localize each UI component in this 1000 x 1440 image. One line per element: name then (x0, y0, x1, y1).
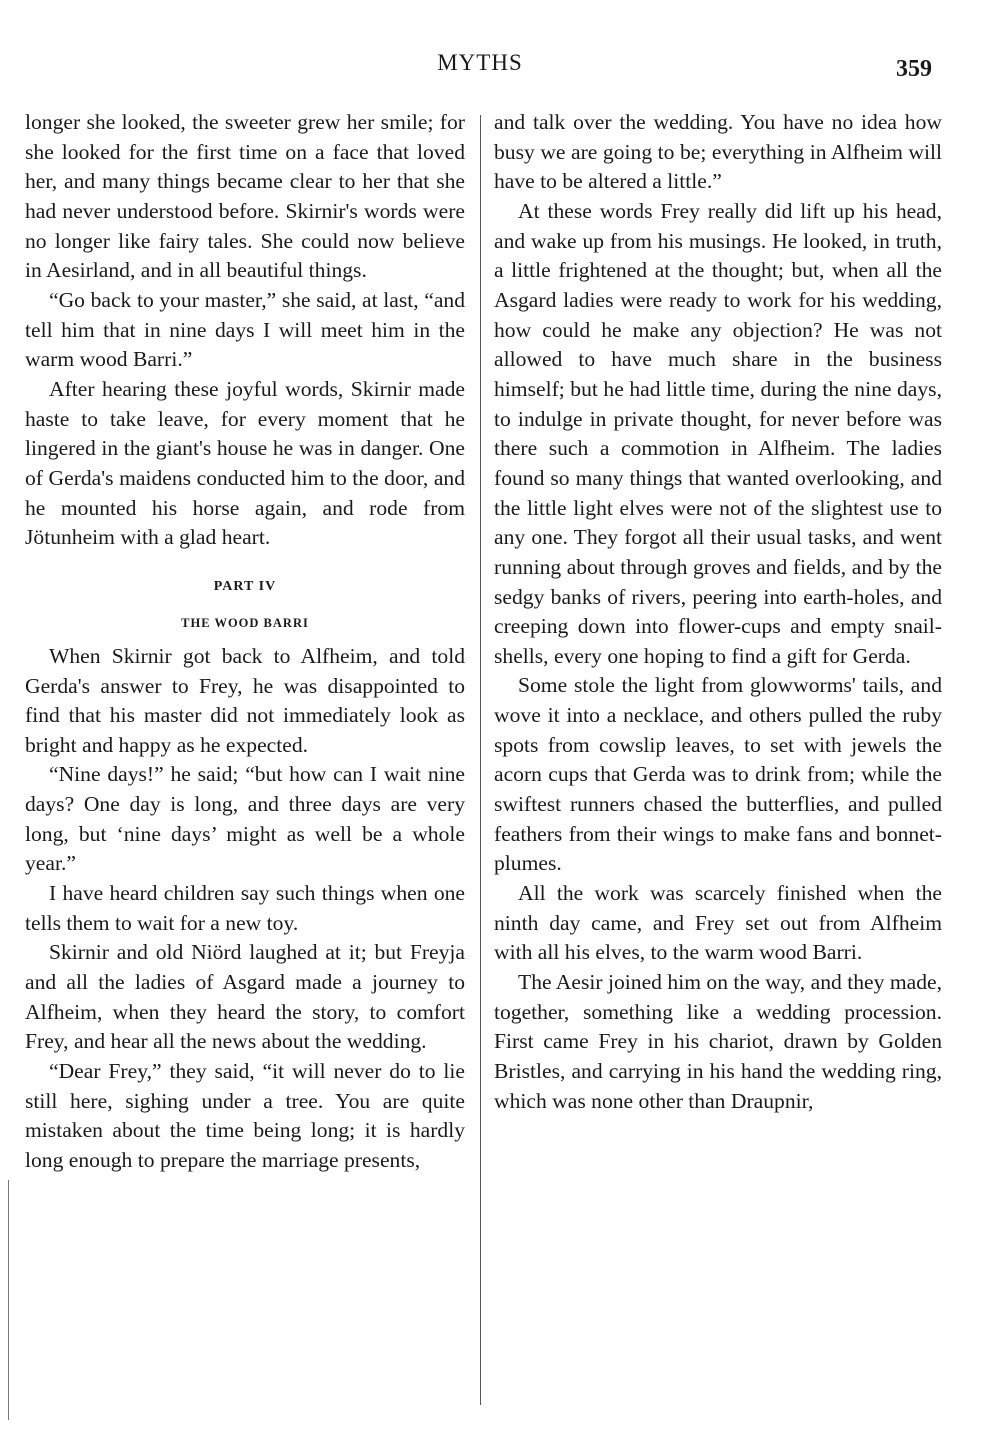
paragraph: longer she looked, the sweeter grew her smile; for she looked for the first time on a face that loved her, and many things became clear to her that she had never understood before. Skirnir's words were no longer like fairy tales. She could now believe in Aesirland, and in all beautiful things. (25, 110, 465, 283)
paragraph: At these words Frey really did lift up his head, and wake up from his musings. He looked, in truth, a little frightened at the thought; but, when all the Asgard ladies were ready to work for his wedding, how could he make any objection? He was not allowed to have much share in the business himself; but he had little time, during the nine days, to indulge in private thought, for never before was there such a commotion in Alfheim. The ladies found so many things that wanted overlooking, and the little light elves were not of the slightest use to any one. They forgot all their usual tasks, and went running about through groves and fields, and by the sedgy banks of rivers, peering into earth-holes, and creeping down into flower-cups and empty snail-shells, every one hoping to find a gift for Gerda. (494, 198, 942, 668)
left-column (25, 108, 465, 1176)
paragraph: After hearing these joyful words, Skirnir made haste to take leave, for every moment that he lingered in the giant's house he was in danger. One of Gerda's maidens conducted him to the door, and he mounted his horse again, and rode from Jötunheim with a glad heart. (25, 376, 465, 550)
margin-rule (8, 1180, 9, 1420)
column-divider (480, 115, 481, 1405)
running-header: MYTHS (437, 50, 523, 75)
page-number: 359 (896, 56, 932, 82)
section-heading: THE WOOD BARRI (181, 615, 309, 630)
part-heading: PART IV (213, 578, 277, 594)
paragraph: All the work was scarcely finished when the ninth day came, and Frey set out from Alfheim with all his elves, to the warm wood Barri. (494, 881, 942, 965)
paragraph: I have heard children say such things when one tells them to wait for a new toy. (25, 881, 465, 935)
paragraph: Some stole the light from glowworms' tails, and wove it into a necklace, and others pulled the ruby spots from cowslip leaves, to set with jewels the acorn cups that Gerda was to drink from; while the swiftest runners chased the butterflies, and pulled feathers from their wings to make fans and bonnet-plumes. (494, 673, 942, 876)
paragraph: “Dear Frey,” they said, “it will never do to lie still here, sighing under a tree. You are quite mistaken about the time being long; it is hardly long enough to prepare the marriage presents, (25, 1059, 465, 1172)
right-column (494, 108, 942, 1116)
paragraph: When Skirnir got back to Alfheim, and told Gerda's answer to Frey, he was disappointed to find that his master did not immediately look as bright and happy as he expected. (25, 643, 465, 757)
paragraph: and talk over the wedding. You have no idea how busy we are going to be; everything in Alfheim will have to be altered a little.” (494, 110, 942, 194)
paragraph: The Aesir joined him on the way, and they made, together, something like a wedding procession. First came Frey in his chariot, drawn by Golden Bristles, and carrying in his hand the wedding ring, which was none other than Draupnir, (494, 970, 942, 1113)
paragraph: Skirnir and old Niörd laughed at it; but Freyja and all the ladies of Asgard made a journey to Alfheim, when they heard the story, to comfort Frey, and hear all the news about the wedding. (25, 940, 465, 1054)
paragraph: “Nine days!” he said; “but how can I wait nine days? One day is long, and three days are very long, but ‘nine days’ might as well be a whole year.” (25, 762, 465, 876)
paragraph: “Go back to your master,” she said, at last, “and tell him that in nine days I will meet him in the warm wood Barri.” (25, 287, 465, 372)
